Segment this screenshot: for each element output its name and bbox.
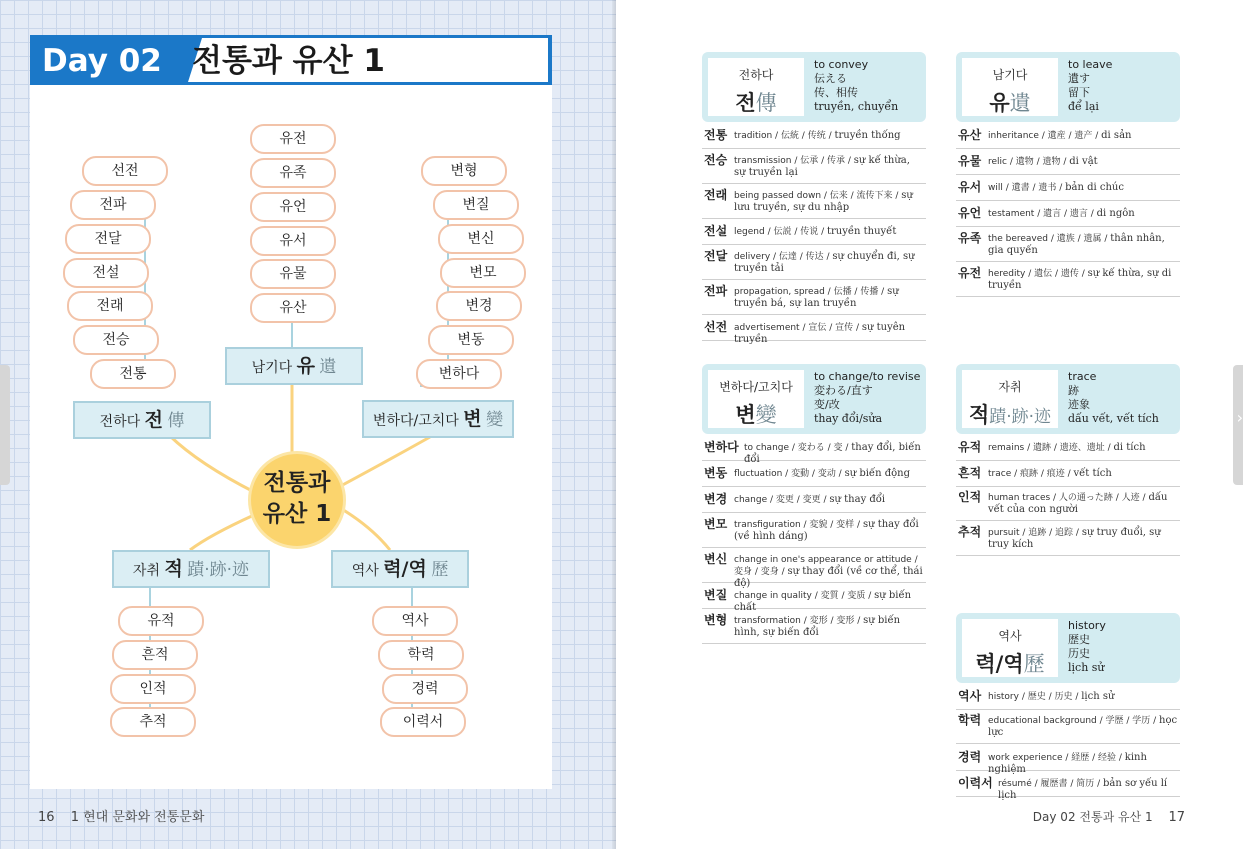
hub-jeon-word: 전하다 (99, 414, 141, 430)
branch-word-yujok: 유족 (250, 158, 336, 188)
entry-definition: human traces / 人の通った跡 / 人迹 / (988, 493, 1149, 503)
entry-headword: 선전 (704, 320, 728, 334)
card-jeon-definitions (814, 58, 898, 114)
entry-headword: 전설 (704, 224, 728, 238)
entry-jeondal (702, 249, 926, 280)
branch-word-injeok: 인적 (110, 674, 196, 704)
entry-jeontong (702, 128, 926, 149)
card-yu-definitions (1068, 58, 1112, 114)
entry-byeondong (702, 466, 926, 487)
page-title: 전통과 유산 1 (192, 43, 385, 79)
entry-vietnamese: bản di chúc (1065, 182, 1124, 193)
entry-definition: inheritance / 遺産 / 遗产 / (988, 131, 1102, 141)
hub-yu-hanja: 遺 (319, 357, 337, 377)
branch-word-jeonseol: 전설 (63, 258, 149, 288)
card-yu-ja: 遺す (1068, 72, 1090, 85)
branch-word-byeonhada: 변하다 (416, 359, 502, 389)
branch-word-yujeon: 유전 (250, 124, 336, 154)
branch-word-yeoksa: 역사 (372, 606, 458, 636)
entry-headword: 변형 (704, 613, 728, 627)
entry-seonjeon (702, 320, 926, 345)
hub-jeok-syllable: 적 (164, 558, 183, 580)
branch-word-gyeongryeok: 경력 (382, 674, 468, 704)
entry-definition: fluctuation / 変動 / 变动 / (734, 469, 845, 479)
entry-headword: 학력 (958, 713, 982, 727)
entry-byeonhada (702, 440, 926, 465)
card-ryeok-vi: lịch sử (1068, 661, 1105, 674)
card-ryeok-definitions (1068, 619, 1106, 675)
branch-word-jeonpa: 전파 (70, 190, 156, 220)
entry-jeonrae (702, 188, 926, 219)
entry-byeonsin (702, 552, 926, 589)
entry-vietnamese: sự biến hình, sự biến đổi (734, 615, 901, 638)
entry-heunjeok (956, 466, 1180, 487)
card-jeon-headword (708, 58, 804, 116)
entry-headword: 경력 (958, 750, 982, 764)
entry-definition: the bereaved / 遺族 / 遗属 / (988, 234, 1111, 244)
entry-vietnamese: sự chuyển đi, sự truyền tải (734, 251, 915, 274)
right-page-number: 17 (1168, 810, 1185, 825)
entry-yujeon (956, 266, 1180, 297)
entry-headword: 역사 (958, 689, 982, 703)
card-ryeok (956, 613, 1180, 683)
entry-vietnamese: sự thay đổi (về hình dáng) (734, 519, 919, 542)
card-jeok-en: trace (1068, 370, 1097, 383)
branch-word-byeondong: 변동 (428, 325, 514, 355)
day-label: Day 02 (42, 43, 162, 79)
entry-chujeok (956, 525, 1180, 556)
card-jeok-ja: 跡 (1068, 384, 1079, 397)
entry-vietnamese: sự kế thừa, sự di truyền (988, 268, 1172, 291)
card-byeon-definitions (814, 370, 920, 426)
entry-vietnamese: sự thay đổi (về cơ thể, thái độ) (734, 566, 923, 589)
entry-headword: 전통 (704, 128, 728, 142)
card-byeon-ko: 변하다/고치다 (719, 380, 793, 394)
entry-definition: résumé / 履歴書 / 简历 / (998, 779, 1103, 789)
card-byeon-vi: thay đổi/sửa (814, 412, 883, 425)
entry-vietnamese: truyền thống (834, 130, 901, 141)
branch-word-chujeok: 추적 (110, 707, 196, 737)
entry-vietnamese: thay đổi, biến đổi (744, 442, 921, 465)
card-yu-hanja: 遺 (1009, 91, 1031, 115)
entry-injeok (956, 490, 1180, 521)
hub-yu-word: 남기다 (251, 360, 293, 376)
entry-yumul (956, 154, 1180, 175)
entry-vietnamese: sự biến chất (734, 590, 912, 613)
entry-definition: history / 歴史 / 历史 / (988, 692, 1082, 702)
entry-headword: 흔적 (958, 466, 982, 480)
entry-headword: 전승 (704, 153, 728, 167)
center-line-2: 유산 1 (262, 501, 332, 527)
entry-definition: legend / 伝説 / 传说 / (734, 227, 827, 237)
hub-jeon-hanja: 傳 (167, 411, 185, 431)
entry-vietnamese: thân nhân, gia quyến (988, 233, 1165, 256)
entry-headword: 유물 (958, 154, 982, 168)
entry-vietnamese: dấu vết của con người (988, 492, 1168, 515)
hub-jeok-word: 자취 (132, 563, 160, 579)
card-jeon-zh: 传、相传 (814, 86, 858, 99)
hub-ryeok-word: 역사 (351, 563, 379, 579)
hub-jeon (73, 401, 211, 439)
card-jeon (702, 52, 926, 122)
entry-definition: propagation, spread / 伝播 / 传播 / (734, 287, 888, 297)
entry-definition: to change / 変わる / 变 / (744, 443, 852, 453)
entry-headword: 변하다 (704, 440, 739, 454)
card-jeon-syllable: 전 (735, 91, 756, 115)
entry-vietnamese: học lực (988, 715, 1178, 738)
chevron-right-icon: › (1236, 408, 1243, 427)
hub-byeon-hanja: 變 (486, 410, 504, 430)
entry-definition: testament / 遺言 / 遗言 / (988, 209, 1097, 219)
entry-vietnamese: kinh nghiệm (988, 752, 1147, 775)
hub-yu-syllable: 유 (296, 355, 315, 377)
left-folio (38, 806, 204, 825)
entry-yueon (956, 206, 1180, 227)
left-page-tab (0, 365, 10, 485)
entry-headword: 전래 (704, 188, 728, 202)
footer-label: Day 02 전통과 유산 1 (1032, 810, 1153, 824)
entry-definition: delivery / 伝達 / 传达 / (734, 252, 833, 262)
branch-word-jeonseung: 전승 (73, 325, 159, 355)
entry-yusan (956, 128, 1180, 149)
card-jeok-headword (962, 370, 1058, 428)
entry-yeoksa (956, 689, 1180, 710)
entry-vietnamese: bản sơ yếu lí lịch (998, 778, 1168, 801)
entry-vietnamese: sự lưu truyền, sự du nhập (734, 190, 913, 213)
entry-definition: advertisement / 宣伝 / 宣传 / (734, 323, 862, 333)
hub-jeok-hanja: 蹟·跡·迹 (187, 560, 250, 580)
connector-center-jeon (170, 436, 260, 495)
entry-definition: transfiguration / 変貌 / 变样 / (734, 520, 863, 530)
hub-byeon-word: 변하다/고치다 (372, 413, 459, 429)
hub-ryeok-hanja: 歷 (431, 560, 449, 580)
branch-word-hakryeok: 학력 (378, 640, 464, 670)
entry-byeongyeong (702, 492, 926, 513)
entry-headword: 전파 (704, 284, 728, 298)
card-ryeok-headword (962, 619, 1058, 677)
hub-ryeok-syllable: 력/역 (383, 558, 427, 580)
branch-word-byeonhyeong: 변형 (421, 156, 507, 186)
entry-headword: 유전 (958, 266, 982, 280)
branch-word-byeonsin: 변신 (438, 224, 524, 254)
branch-word-yumul: 유물 (250, 259, 336, 289)
card-jeok-ko: 자취 (998, 380, 1022, 394)
branch-word-iryeokseo: 이력서 (380, 707, 466, 737)
entry-definition: being passed down / 伝来 / 流传下来 / (734, 191, 902, 201)
branch-word-yueon: 유언 (250, 192, 336, 222)
left-page (0, 0, 616, 849)
entry-headword: 이력서 (958, 776, 993, 790)
entry-headword: 유적 (958, 440, 982, 454)
card-byeon-ja: 変わる/直す (814, 384, 873, 397)
entry-definition: remains / 遺跡 / 遗迹、遗址 / (988, 443, 1114, 453)
entry-definition: relic / 遺物 / 遗物 / (988, 157, 1070, 167)
branch-word-jeondal: 전달 (65, 224, 151, 254)
entry-definition: work experience / 経歴 / 经验 / (988, 753, 1125, 763)
entry-vietnamese: vết tích (1073, 468, 1112, 479)
branch-word-yujeok: 유적 (118, 606, 204, 636)
card-yu-headword (962, 58, 1058, 116)
card-ryeok-zh: 历史 (1068, 647, 1090, 660)
branch-word-yusan: 유산 (250, 293, 336, 323)
card-ryeok-en: history (1068, 619, 1106, 632)
entry-headword: 인적 (958, 490, 982, 504)
entry-vietnamese: sự truy đuổi, sự truy kích (988, 527, 1161, 550)
branch-word-seonjeon: 선전 (82, 156, 168, 186)
card-ryeok-ko: 역사 (998, 629, 1022, 643)
entry-vietnamese: di tích (1113, 442, 1146, 453)
card-jeon-hanja: 傳 (755, 91, 777, 115)
entry-vietnamese: sự biến động (844, 468, 910, 479)
card-jeok (956, 364, 1180, 434)
entry-definition: change in one's appearance or attitude / 変身 / 变身 / (734, 555, 918, 577)
entry-gyeongryeok (956, 750, 1180, 775)
card-byeon-syllable: 변 (735, 403, 756, 427)
entry-headword: 유산 (958, 128, 982, 142)
card-byeon-zh: 变/改 (814, 398, 840, 411)
entry-vietnamese: lịch sử (1081, 691, 1115, 702)
entry-vietnamese: sự truyền bá, sự lan truyền (734, 286, 899, 309)
entry-yuseo (956, 180, 1180, 201)
branch-word-yuseo: 유서 (250, 226, 336, 256)
entry-headword: 전달 (704, 249, 728, 263)
entry-jeonpa (702, 284, 926, 315)
entry-vietnamese: sự thay đổi (829, 494, 886, 505)
left-page-number: 16 (38, 810, 55, 825)
branch-word-jeonrae: 전래 (67, 291, 153, 321)
entry-headword: 변동 (704, 466, 728, 480)
card-ryeok-syllable: 력/역 (975, 652, 1024, 676)
entry-vietnamese: di ngôn (1096, 208, 1135, 219)
entry-headword: 변신 (704, 552, 728, 566)
right-page (616, 0, 1243, 849)
hub-jeok (112, 550, 270, 588)
entry-definition: transmission / 伝承 / 传承 / (734, 156, 854, 166)
center-line-1: 전통과 (263, 470, 331, 496)
hub-byeon-syllable: 변 (463, 408, 482, 430)
card-byeon-headword (708, 370, 804, 428)
entry-vietnamese: di sản (1101, 130, 1132, 141)
card-ryeok-ja: 歴史 (1068, 633, 1090, 646)
entry-byeonhyeong (702, 613, 926, 644)
entry-vietnamese: sự kế thừa, sự truyền lại (734, 155, 910, 178)
card-yu-en: to leave (1068, 58, 1113, 71)
card-jeon-ja: 伝える (814, 72, 847, 85)
card-yu (956, 52, 1180, 122)
entry-definition: educational background / 学歴 / 学历 / (988, 716, 1160, 726)
card-jeok-syllable: 적 (968, 403, 990, 427)
entry-hakryeok (956, 713, 1180, 744)
entry-definition: trace / 痕跡 / 痕迹 / (988, 469, 1074, 479)
entry-definition: change in quality / 変質 / 变质 / (734, 591, 875, 601)
hub-jeon-syllable: 전 (144, 409, 163, 431)
card-jeok-zh: 迹象 (1068, 398, 1090, 411)
card-ryeok-hanja: 歷 (1023, 652, 1045, 676)
entry-definition: change / 変更 / 变更 / (734, 495, 830, 505)
branch-word-byeonmo: 변모 (440, 258, 526, 288)
card-yu-ko: 남기다 (992, 68, 1028, 82)
card-jeok-vi: dấu vết, vết tích (1068, 412, 1159, 425)
entry-headword: 추적 (958, 525, 982, 539)
card-jeon-ko: 전하다 (738, 68, 774, 82)
entry-definition: heredity / 遺伝 / 遗传 / (988, 269, 1088, 279)
entry-headword: 변경 (704, 492, 728, 506)
card-jeok-hanja: 蹟·跡·迹 (989, 407, 1052, 427)
entry-definition: will / 遺書 / 遗书 / (988, 183, 1066, 193)
card-byeon-en: to change/to revise (814, 370, 921, 383)
connector-center-jeok (190, 515, 254, 550)
card-yu-zh: 留下 (1068, 86, 1090, 99)
entry-yujok (956, 231, 1180, 262)
entry-iryeokseo (956, 776, 1180, 801)
entry-headword: 유족 (958, 231, 982, 245)
card-yu-syllable: 유 (989, 91, 1010, 115)
section-label: 1 현대 문화와 전통문화 (70, 810, 205, 825)
entry-definition: transformation / 変形 / 变形 / (734, 616, 864, 626)
entry-vietnamese: truyền thuyết (826, 226, 897, 237)
entry-jeonseung (702, 153, 926, 184)
entry-byeonjil (702, 588, 926, 613)
mind-map-center (248, 451, 346, 549)
entry-headword: 변질 (704, 588, 728, 602)
entry-jeonseol (702, 224, 926, 245)
entry-vietnamese: di vật (1069, 156, 1098, 167)
card-jeon-vi: truyền, chuyển (814, 100, 899, 113)
branch-word-jeontong: 전통 (90, 359, 176, 389)
branch-word-byeonjil: 변질 (433, 190, 519, 220)
entry-headword: 변모 (704, 517, 728, 531)
card-byeon (702, 364, 926, 434)
entry-definition: tradition / 伝統 / 传统 / (734, 131, 835, 141)
entry-yujeok (956, 440, 1180, 461)
entry-headword: 유언 (958, 206, 982, 220)
right-folio (1033, 808, 1185, 825)
card-jeok-definitions (1068, 370, 1159, 426)
card-yu-vi: để lại (1068, 100, 1099, 113)
entry-definition: pursuit / 追跡 / 追踪 / (988, 528, 1082, 538)
entry-vietnamese: sự tuyên truyền (734, 322, 906, 345)
entry-byeonmo (702, 517, 926, 548)
entry-headword: 유서 (958, 180, 982, 194)
card-byeon-hanja: 變 (755, 403, 777, 427)
hub-byeon (362, 400, 514, 438)
hub-ryeok (331, 550, 469, 588)
card-jeon-en: to convey (814, 58, 869, 71)
branch-word-heunjeok: 흔적 (112, 640, 198, 670)
hub-yu (225, 347, 363, 385)
branch-word-byeongyeong: 변경 (436, 291, 522, 321)
